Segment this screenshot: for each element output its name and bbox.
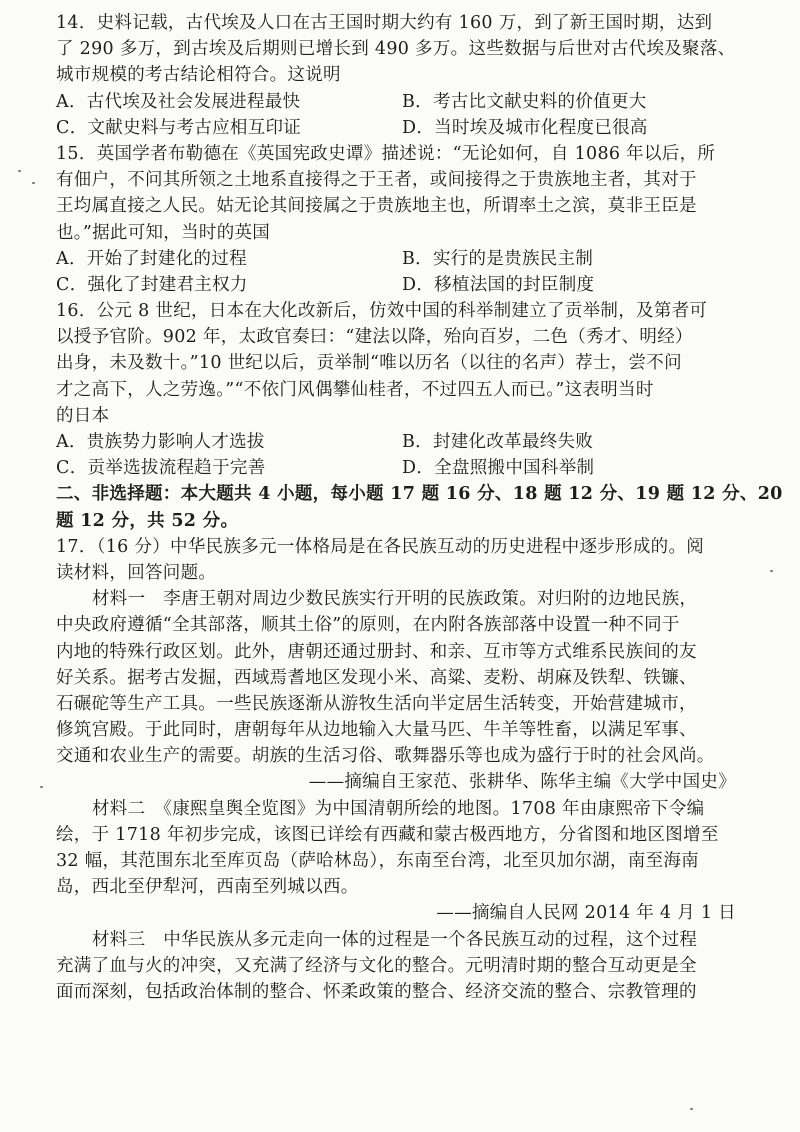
material-1-line: 中央政府遵循“全其部落，顺其土俗”的原则，在内附各族部落中设置一种不同于	[56, 615, 680, 636]
q16-stem-line-1: 16．公元 8 世纪，日本在大化改新后，仿效中国的科举制建立了贡举制，及第者可	[56, 301, 708, 322]
q15-options-row-1	[56, 246, 748, 272]
question-17	[56, 534, 748, 1005]
question-15	[56, 141, 748, 298]
q14-option-d: D．当时埃及城市化程度已很高	[402, 117, 648, 138]
material-1-source: ——摘编自王家范、张耕华、陈华主编《大学中国史》	[308, 772, 736, 793]
material-1-line: 石碾砣等生产工具。一些民族逐渐从游牧生活向半定居生活转变，开始营建城市，	[56, 693, 697, 714]
q15-option-a: A．开始了封建化的过程	[56, 248, 247, 269]
q16-option-a: A．贵族势力影响人才选拔	[56, 432, 265, 452]
section-2-heading	[56, 481, 783, 533]
material-2-line: 材料二 《康熙皇舆全览图》为中国清朝所绘的地图。1708 年由康熙帝下令编	[92, 798, 705, 819]
material-2-line: 绘，于 1718 年初步完成，该图已详绘有西藏和蒙古极西地方，分省图和地区图增至	[56, 824, 719, 845]
q15-option-d: D．移植法国的封臣制度	[402, 274, 595, 295]
material-2-line: 32 幅，其范围东北至库页岛（萨哈林岛），东南至台湾，北至贝加尔湖，南至海南	[56, 851, 699, 871]
q15-options-row-2	[56, 272, 748, 298]
q17-stem-line-1: 17．（16 分）中华民族多元一体格局是在各民族互动的历史进程中逐步形成的。阅	[56, 536, 705, 557]
q16-stem-line-3: 出身，未及数十。”10 世纪以后，贡举制“唯以历名（以往的名声）荐士，尝不问	[56, 353, 682, 374]
question-16	[56, 298, 748, 481]
q14-option-b: B．考古比文献史料的价值更大	[402, 91, 647, 112]
material-2-source: ——摘编自人民网 2014 年 4 月 1 日	[436, 903, 736, 924]
material-1-line: 交通和农业生产的需要。胡族的生活习俗、歌舞器乐等也成为盛行于时的社会风尚。	[56, 746, 715, 767]
scan-speck	[18, 170, 21, 172]
q14-stem-line-1: 14．史料记载，古代埃及人口在古王国时期大约有 160 万，到了新王国时期，达到	[56, 13, 713, 33]
material-1-line: 内地的特殊行政区划。此外，唐朝还通过册封、和亲、互市等方式维系民族间的友	[56, 641, 697, 662]
q16-options-row-2	[56, 455, 748, 481]
scan-speck	[770, 570, 773, 572]
scan-speck	[690, 1108, 693, 1110]
section-2-line-1: 二、非选择题：本大题共 4 小题，每小题 17 题 16 分、18 题 12 分、19 题 12 分、20	[56, 484, 783, 505]
q16-stem-line-2: 以授予官阶。902 年，太政官奏曰：“建法以降，殆向百岁，二色（秀才、明经）	[56, 327, 693, 348]
material-3	[56, 927, 748, 1006]
q14-options-row-2	[56, 115, 748, 141]
material-3-line: 充满了血与火的冲突，又充满了经济与文化的整合。元明清时期的整合互动更是全	[56, 955, 697, 976]
material-1-line: 好关系。据考古发掘，西域焉耆地区发现小米、高粱、麦粉、胡麻及铁犁、铁镰、	[56, 667, 697, 688]
q15-stem-line-1: 15．英国学者布勒德在《英国宪政史谭》描述说：“无论如何，自 1086 年以后，所	[56, 143, 716, 164]
q16-stem-line-5: 的日本	[56, 405, 110, 426]
material-1-line: 修筑宫殿。于此同时，唐朝每年从边地输入大量马匹、牛羊等牲畜，以满足军事、	[56, 720, 697, 741]
scan-speck	[32, 182, 35, 184]
q14-options-row-1	[56, 89, 748, 115]
q15-stem-line-2: 有佃户，不问其所领之土地系直接得之于王者，或间接得之于贵族地主者，其对于	[56, 170, 697, 191]
q15-stem-line-3: 王均属直接之人民。姑无论其间接属之于贵族地主也，所谓率土之滨，莫非王臣是	[56, 196, 697, 217]
q17-stem-line-2: 读材料，回答问题。	[56, 562, 217, 583]
material-3-line: 材料三 中华民族从多元走向一体的过程是一个各民族互动的过程，这个过程	[92, 929, 698, 950]
section-2-line-2: 题 12 分，共 52 分。	[56, 510, 239, 531]
q15-option-c: C．强化了封建君主权力	[56, 274, 248, 295]
q16-option-d: D．全盘照搬中国科举制	[402, 458, 595, 479]
q16-option-b: B．封建化改革最终失败	[402, 432, 594, 452]
material-2-line: 岛，西北至伊犁河，西南至列城以西。	[56, 877, 359, 898]
q14-stem-line-2: 了 290 多万，到古埃及后期则已增长到 490 多万。这些数据与后世对古代埃及聚落、	[56, 39, 736, 60]
q14-option-c: C．文献史料与考古应相互印证	[56, 117, 302, 138]
scan-speck	[40, 786, 43, 788]
q15-option-b: B．实行的是贵族民主制	[402, 248, 594, 269]
q14-option-a: A．古代埃及社会发展进程最快	[56, 91, 301, 112]
q16-stem-line-4: 才之高下，人之劳逸。”“不依门风偶攀仙桂者，不过四五人而已。”这表明当时	[56, 379, 654, 400]
material-1-line: 材料一 李唐王朝对周边少数民族实行开明的民族政策。对归附的边地民族，	[92, 589, 698, 610]
material-1	[56, 586, 748, 796]
q15-stem-line-4: 也。”据此可知，当时的英国	[56, 222, 271, 243]
question-14	[56, 10, 748, 141]
q14-stem-line-3: 城市规模的考古结论相符合。这说明	[56, 65, 341, 86]
q16-option-c: C．贡举选拔流程趋于完善	[56, 458, 266, 479]
q16-options-row-1	[56, 429, 748, 455]
material-3-line: 面而深刻，包括政治体制的整合、怀柔政策的整合、经济交流的整合、宗教管理的	[56, 981, 697, 1002]
material-2	[56, 796, 748, 927]
